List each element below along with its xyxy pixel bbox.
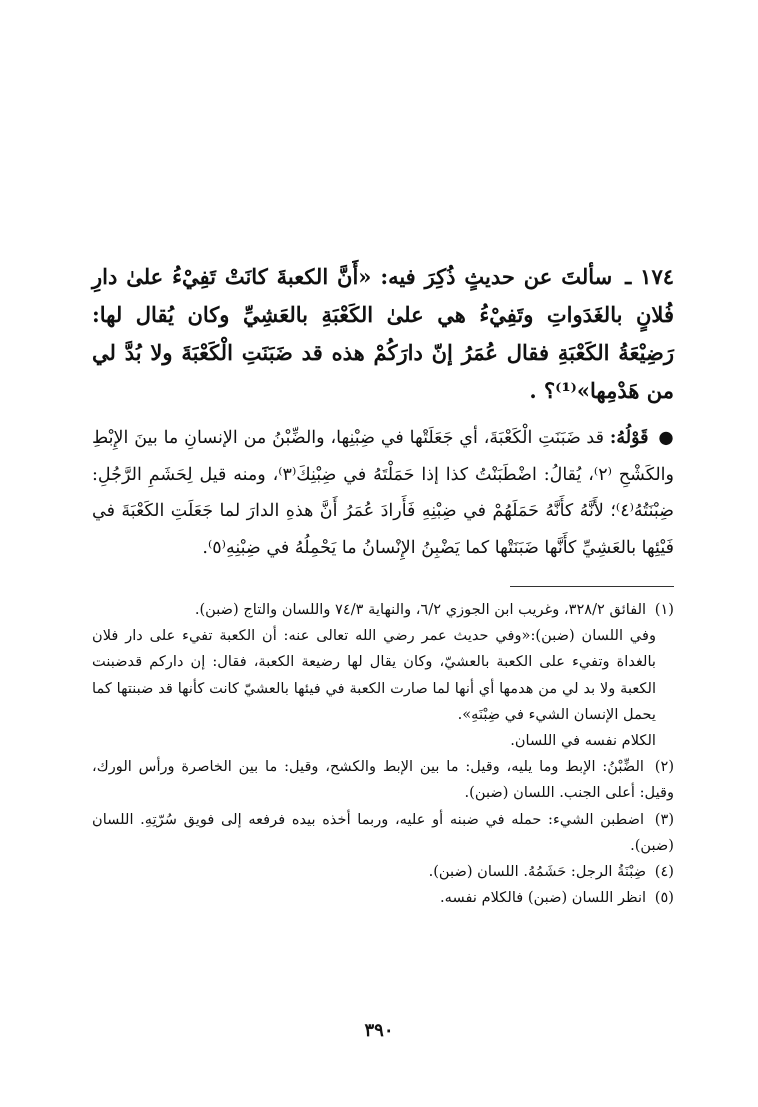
commentary-paragraph [92, 420, 674, 566]
footnote-1 [92, 597, 674, 623]
footnote-text: انظر اللسان (ضبن) فالكلام نفسه. [440, 889, 647, 907]
footnote-text: الفائق ٣٢٨/٢، وغريب ابن الجوزي ٦/٢، والنهاية ٧٤/٣ واللسان والتاج (ضبن). [194, 601, 647, 618]
page-number: ٣٩٠ [364, 1020, 394, 1041]
footnote-separator [510, 586, 674, 587]
footnote-text: اضطبن الشيء: حمله في ضبنه أو عليه، وربما أخذه بيده فرفعه إلى فويق سُرّتِهِ. اللسان (ضبن). [92, 810, 674, 854]
footnote-2 [92, 754, 674, 806]
commentary-text: قد ضَبَنَتِ الْكَعْبَةَ، أي جَعَلَتْها في ضِبْنِها، والضِّبْنُ من الإنسانِ ما بينَ الإِبْطِ والكَشْحِ ⁽٢⁾، يُقالُ: اضْطَبَنْتُ كذا إذا حَمَلْتَهُ في ضِبْنِكَ⁽٣⁾، ومنه قيل لِحَشَمِ الرَّجُلِ: ضِبْنَتُهُ⁽٤⁾؛ لأَنَّهُ كأَنَّهُ حَمَلَهُمْ في ضِبْنِهِ فَأَرادَ عُمَرُ أَنَّ هذهِ الدارَ لما جَعَلَتِ الكَعْبَةَ في فَيْئِها بالعَشِيِّ كأَنَّها ضَبَنَتْها كما يَضْبِنُ الإِنْسانُ ما يَحْمِلُهُ في ضِبْنِهِ⁽٥⁾. [92, 428, 674, 558]
footnote-1-quote [92, 623, 674, 728]
footnote-number: (٣) [654, 810, 675, 828]
footnote-3 [92, 807, 674, 859]
bullet-icon: ● [658, 428, 674, 448]
footnotes [92, 597, 674, 911]
entry-paragraph [92, 258, 674, 410]
footnote-text: الضِّبْنُ: الإبط وما يليه، وقيل: ما بين الإبط والكشح، وقيل: ما بين الخاصرة ورأس الورك، وقيل: أعلى الجنب. اللسان (ضبن). [92, 758, 674, 802]
footnote-1-note [92, 728, 674, 754]
footnote-4 [92, 859, 674, 885]
footnote-text: الكلام نفسه في اللسان. [510, 732, 656, 750]
footnote-number: (١) [654, 601, 674, 618]
footnote-text: ضِبْنَةُ الرجل: حَشَمُهُ. اللسان (ضبن). [428, 863, 647, 881]
footnote-text: وفي اللسان (ضبن):«وفي حديث عمر رضي الله تعالى عنه: أن الكعبة تفيء على دار فلان بالغداة وتفيء على الكعبة بالعشيّ، وكان يقال لها رضيعة الكعبة، فقال: إن داركم قدضبنت الكعبة ولا بد لي من هدمها أي أنها لما صارت الكعبة في فيئها بالعشيّ كانت كأنها قد ضبنتها كما يحمل الإنسان الشيء في ضِبْنَهِ». [92, 627, 656, 723]
footnote-5 [92, 885, 674, 911]
footnote-number: (٢) [654, 758, 675, 776]
footnote-number: (٤) [654, 863, 674, 881]
entry-number: ١٧٤ ـ [625, 264, 675, 289]
commentary-lead: قَوْلُهُ: [609, 428, 649, 448]
page-body [92, 258, 674, 911]
footnote-number: (٥) [654, 889, 674, 907]
entry-text: سألتَ عن حديثٍ ذُكِرَ فيه: «أَنَّ الكعبةَ كانَتْ تَفِيْءُ علىٰ دارِ فُلانٍ بالغَدَواتِ وتَفِيْءُ هي علىٰ الكَعْبَةِ بالعَشِيِّ وكان يُقال لها: رَضِيْعَةُ الكَعْبَةِ فقال عُمَرُ إنّ دارَكُمْ هذه قد ضَبَنَتِ الْكَعْبَةَ ولا بُدَّ لي من هَدْمِها»⁽¹⁾؟ . [92, 264, 674, 403]
